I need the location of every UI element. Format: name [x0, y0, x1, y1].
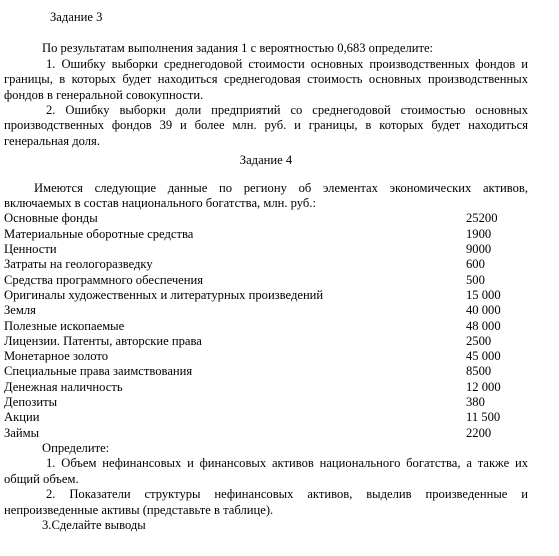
table-row	[4, 364, 528, 379]
asset-value: 48 000	[466, 318, 501, 333]
table-row	[4, 334, 528, 349]
table-row	[4, 288, 528, 303]
asset-value: 600	[466, 257, 485, 272]
task3-item-2: 2. Ошибку выборки доли предприятий со среднегодовой стоимостью основных производственных фондов 39 и более млн. руб. и границы, в которых будет находиться генеральная доля.	[4, 103, 528, 148]
table-row	[4, 395, 528, 410]
asset-value: 11 500	[466, 410, 501, 425]
task4-item-2: 2. Показатели структуры нефинансовых активов, выделив произведенные и непроизведенные активы (представьте в таблице).	[4, 487, 528, 517]
assets-table	[4, 211, 528, 440]
asset-value: 40 000	[466, 303, 501, 318]
asset-value: 45 000	[466, 349, 501, 364]
table-row	[4, 211, 528, 226]
asset-name: Оригиналы художественных и литературных произведений	[4, 287, 324, 302]
asset-value: 1900	[466, 226, 492, 241]
asset-value: 2200	[466, 425, 492, 440]
asset-value: 2500	[466, 333, 492, 348]
table-row	[4, 273, 528, 288]
asset-value: 9000	[466, 242, 492, 257]
task4-item-3: 3.Сделайте выводы	[42, 517, 146, 532]
asset-value: 500	[466, 272, 485, 287]
asset-name: Основные фонды	[4, 211, 98, 226]
table-row	[4, 380, 528, 395]
asset-name: Затраты на геологоразведку	[4, 257, 153, 272]
asset-name: Ценности	[4, 242, 57, 257]
task4-title: Задание 4	[239, 153, 293, 168]
table-row	[4, 410, 528, 425]
task3-title: Задание 3	[50, 10, 103, 24]
table-row	[4, 227, 528, 242]
task3-lead: По результатам выполнения задания 1 с вероятностью 0,683 определите:	[42, 41, 434, 56]
task4-intro: Имеются следующие данные по региону об элементах экономических активов, включаемых в состав национального богатства, млн. руб.:	[4, 180, 528, 211]
asset-name: Акции	[4, 410, 40, 425]
document-page	[4, 10, 528, 533]
asset-name: Займы	[4, 425, 40, 440]
asset-value: 25200	[466, 211, 498, 226]
table-row	[4, 303, 528, 318]
asset-name: Материальные оборотные средства	[4, 226, 194, 241]
asset-name: Средства программного обеспечения	[4, 272, 204, 287]
asset-value: 15 000	[466, 287, 501, 302]
table-row	[4, 426, 528, 441]
table-row	[4, 257, 528, 272]
asset-name: Земля	[4, 303, 36, 318]
asset-value: 12 000	[466, 379, 501, 394]
asset-name: Денежная наличность	[4, 379, 123, 394]
asset-name: Полезные ископаемые	[4, 318, 125, 333]
asset-name: Лицензии. Патенты, авторские права	[4, 333, 202, 348]
table-row	[4, 242, 528, 257]
determine-label: Определите:	[42, 440, 110, 455]
table-row	[4, 319, 528, 334]
asset-name: Монетарное золото	[4, 349, 109, 364]
task4-item-1: 1. Объем нефинансовых и финансовых активов национального богатства, а также их общий объем.	[4, 456, 528, 486]
asset-name: Специальные права заимствования	[4, 364, 193, 379]
table-row	[4, 349, 528, 364]
asset-value: 380	[466, 395, 485, 410]
asset-name: Депозиты	[4, 395, 58, 410]
task3-item-1: 1. Ошибку выборки среднегодовой стоимости основных производственных фондов и границы, в которых будет находиться среднегодовая стоимость основных производственных фондов в генеральной совокупности.	[4, 56, 528, 102]
asset-value: 8500	[466, 364, 492, 379]
